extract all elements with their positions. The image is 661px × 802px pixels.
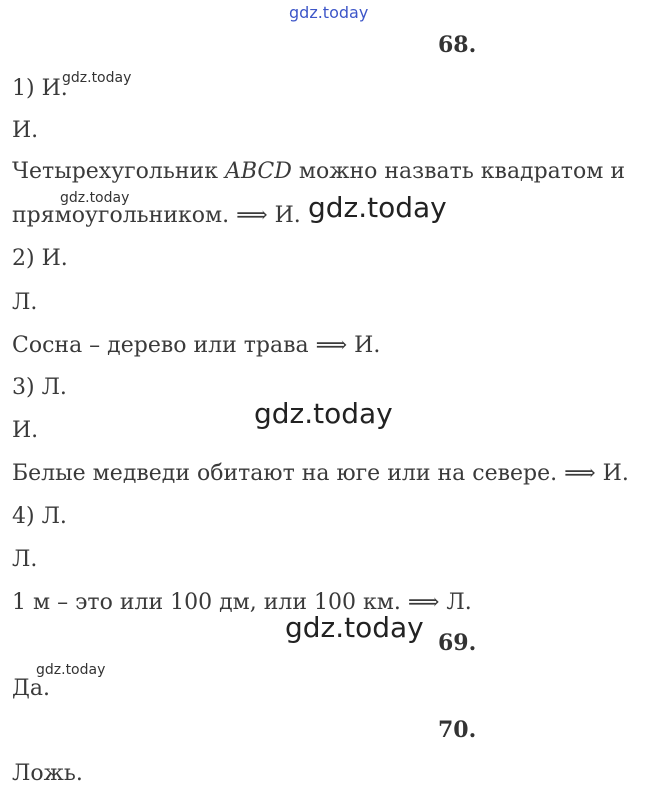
task-68-number: 68. xyxy=(438,32,477,58)
watermark-small: gdz.today xyxy=(36,662,106,678)
watermark-small: gdz.today xyxy=(62,70,132,86)
task-70-answer: Ложь. xyxy=(12,761,83,786)
task-70-number: 70. xyxy=(438,717,477,743)
text-line: Сосна – дерево или трава ⟹ И. xyxy=(12,333,381,358)
text-line: 4) Л. xyxy=(12,504,67,529)
watermark-big: gdz.today xyxy=(285,611,424,644)
text-line: 3) Л. xyxy=(12,375,67,400)
text-line: Белые медведи обитают на юге или на севере. ⟹ И. xyxy=(12,461,629,486)
watermark-big: gdz.today xyxy=(254,397,393,430)
text-line: 1) И. xyxy=(12,76,68,101)
text-line: Л. xyxy=(12,290,38,315)
text-line: И. xyxy=(12,118,39,143)
watermark-top: gdz.today xyxy=(289,3,369,22)
task-69-answer: Да. xyxy=(12,676,50,701)
watermark-big: gdz.today xyxy=(308,191,447,224)
text-line: прямоугольником. ⟹ И. xyxy=(12,203,301,228)
text-line: И. xyxy=(12,418,39,443)
text-line xyxy=(12,159,625,185)
text-line: 2) И. xyxy=(12,246,68,271)
watermark-small: gdz.today xyxy=(60,190,130,206)
text-fragment: можно назвать квадратом и xyxy=(291,159,625,184)
task-69-number: 69. xyxy=(438,630,477,656)
text-line: 1 м – это или 100 дм, или 100 км. ⟹ Л. xyxy=(12,590,472,615)
variable-name: ABCD xyxy=(224,159,292,184)
text-line: Л. xyxy=(12,547,38,572)
text-fragment: Четырехугольник xyxy=(12,159,225,184)
